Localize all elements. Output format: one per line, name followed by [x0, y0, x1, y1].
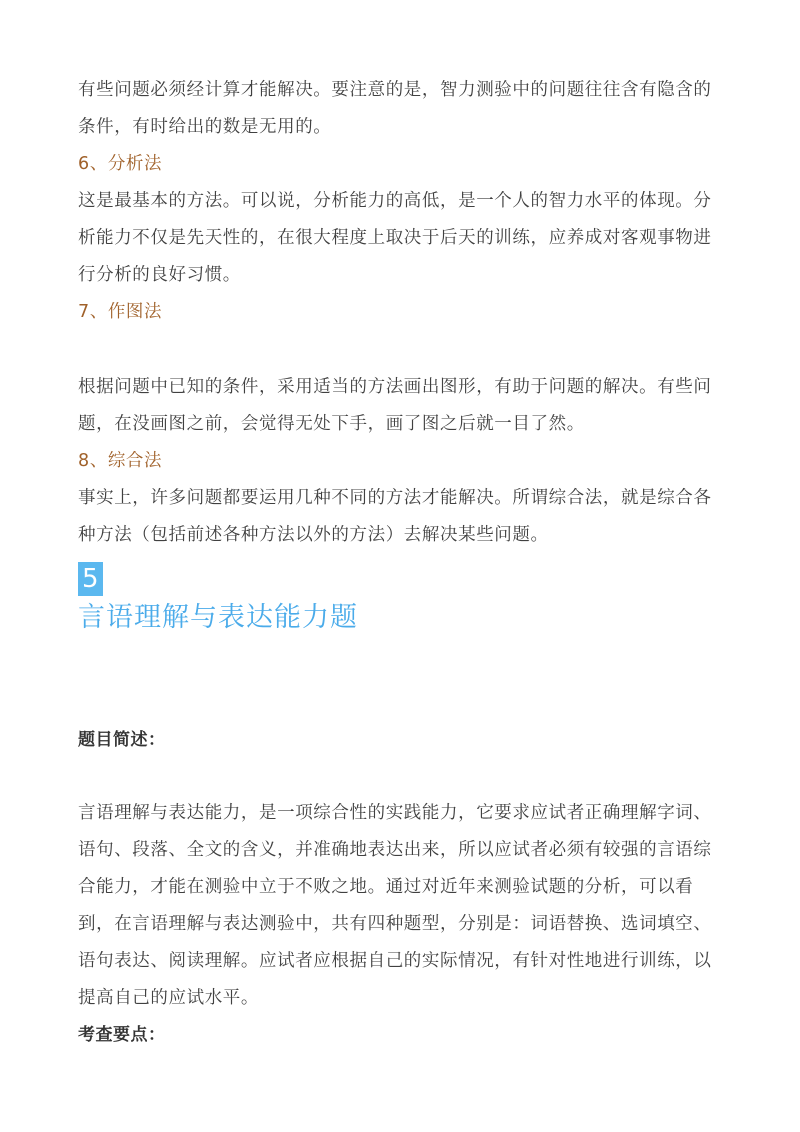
heading-drawing-method: 7、作图法 — [78, 302, 163, 322]
spacer — [78, 331, 728, 369]
paragraph-verbal-ability: 言语理解与表达能力，是一项综合性的实践能力，它要求应试者正确理解字词、语句、段落、全文的含义，并准确地表达出来，所以应试者必须有较强的言语综合能力，才能在测验中立于不败之地。通过对近年来测验试题的分析，可以看到，在言语理解与表达测验中，共有四种题型，分别是：词语替换、选词填空、语句表达、阅读理解。应试者应根据自己的实际情况，有针对性地进行训练，以提高自己的应试水平。 — [78, 803, 712, 1008]
paragraph-drawing-method: 根据问题中已知的条件，采用适当的方法画出图形，有助于问题的解决。有些问题，在没画图之前，会觉得无处下手，画了图之后就一目了然。 — [78, 377, 712, 434]
spacer — [78, 759, 728, 795]
heading-analysis-method: 6、分析法 — [78, 154, 163, 174]
heading-synthesis-method: 8、综合法 — [78, 451, 163, 471]
paragraph-calculation: 有些问题必须经计算才能解决。要注意的是，智力测验中的问题往往含有隐含的条件，有时给出的数是无用的。 — [78, 80, 712, 137]
section-number-badge: 5 — [78, 562, 103, 596]
section-header — [78, 562, 728, 638]
section-title: 言语理解与表达能力题 — [78, 602, 358, 633]
paragraph-synthesis-method: 事实上，许多问题都要运用几种不同的方法才能解决。所谓综合法，就是综合各种方法（包括前述各种方法以外的方法）去解决某些问题。 — [78, 488, 712, 545]
paragraph-analysis-method: 这是最基本的方法。可以说，分析能力的高低，是一个人的智力水平的体现。分析能力不仅是先天性的，在很大程度上取决于后天的训练，应养成对客观事物进行分析的良好习惯。 — [78, 191, 712, 285]
document-page — [78, 72, 728, 1054]
label-key-points: 考查要点： — [78, 1025, 166, 1045]
spacer — [78, 638, 728, 722]
label-question-summary: 题目简述： — [78, 730, 166, 750]
